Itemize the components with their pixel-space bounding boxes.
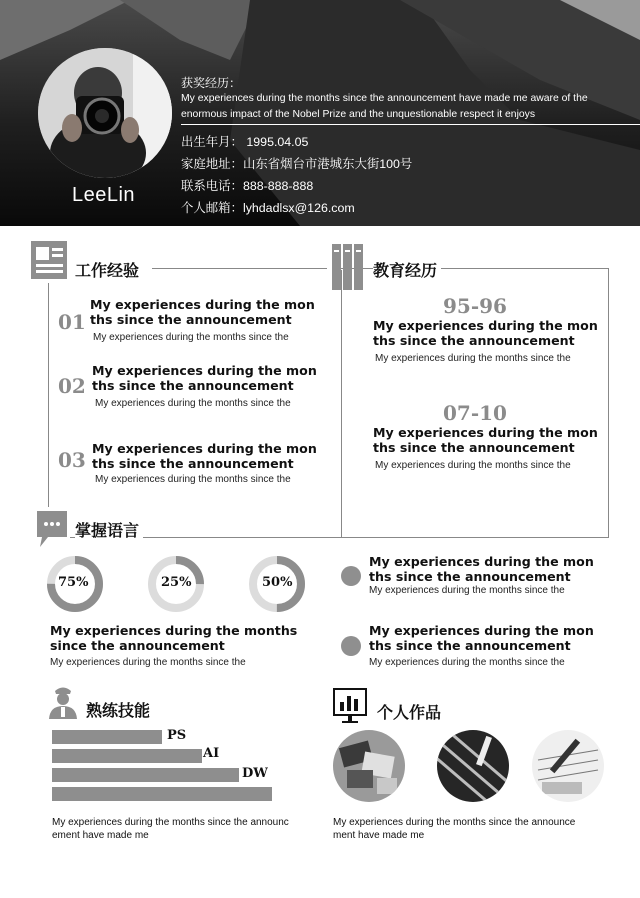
language-ring [46, 555, 104, 617]
person-badge-icon [48, 684, 78, 720]
birth-date: 出生年月： 1995.04.05 [181, 135, 309, 149]
award-text: My experiences during the months since the announcement have made me aware of the enormous impact of the Nobel Prize and the unquestionable respect it enjoys [181, 93, 588, 120]
work-section-title: 工作经验 [75, 261, 140, 280]
email-address: 个人邮箱：lyhdadlsx@126.com [181, 201, 355, 215]
portfolio-thumbnail[interactable] [437, 730, 509, 802]
item-desc: My experiences during the months since the [95, 474, 291, 485]
center-divider [341, 270, 342, 538]
resume-card-icon [30, 240, 68, 280]
work-header-rule [152, 268, 327, 269]
education-section-title: 教育经历 [373, 258, 441, 281]
item-desc: My experiences during the months since the [369, 657, 565, 668]
item-desc: My experiences during the months since the [369, 585, 565, 596]
item-title: My experiences during the months since the announcement [369, 554, 594, 584]
skills-note: My experiences during the months since the announcement have made me [52, 817, 289, 841]
skill-bar [52, 768, 239, 782]
language-ring [248, 555, 306, 617]
item-desc: My experiences during the months since the [375, 460, 571, 471]
books-icon [331, 242, 367, 292]
item-desc: My experiences during the months since the [95, 398, 291, 409]
work-left-rule [48, 283, 49, 507]
middle-rule [70, 537, 609, 538]
item-title: My experiences during the months since the announcement [369, 623, 594, 653]
education-year: 07-10 [443, 401, 507, 425]
item-number: 02 [58, 374, 86, 398]
education-year: 95-96 [443, 294, 507, 318]
item-title: My experiences during the months since the announcement [92, 363, 317, 393]
bullet-dot [341, 566, 361, 586]
phone-number: 联系电话：888-888-888 [181, 179, 314, 193]
item-desc: My experiences during the months since the [375, 353, 571, 364]
award-label: 获奖经历： [181, 76, 242, 90]
works-note: My experiences during the months since the announcement have made me [333, 817, 576, 841]
skill-bar [52, 787, 272, 801]
languages-section-title: 掌握语言 [75, 518, 143, 541]
education-right-rule [608, 268, 609, 538]
works-section-title: 个人作品 [377, 703, 442, 722]
portfolio-thumbnail[interactable] [333, 730, 405, 802]
item-title: My experiences during the months since the announcement [373, 318, 598, 348]
chat-bubble-icon [36, 510, 68, 548]
skill-bar [52, 749, 202, 763]
item-number: 01 [58, 310, 86, 334]
monitor-chart-icon [333, 688, 367, 724]
skill-bars [52, 728, 272, 804]
skill-label: DW [242, 766, 268, 781]
item-number: 03 [58, 448, 86, 472]
skill-bar [52, 730, 162, 744]
language-ring [147, 555, 205, 617]
avatar [38, 48, 172, 178]
candidate-name: LeeLin [72, 184, 136, 206]
bullet-dot [341, 636, 361, 656]
skills-section-title: 熟练技能 [86, 701, 151, 720]
languages-summary-desc: My experiences during the months since the [50, 657, 246, 668]
item-title: My experiences during the months since the announcement [90, 297, 315, 327]
languages-summary-title: My experiences during the months since the announcement [50, 623, 298, 653]
photographer-photo [38, 48, 172, 178]
header-divider [181, 124, 640, 125]
language-percent: 25% [161, 575, 192, 590]
home-address: 家庭地址：山东省烟台市港城东大街100号 [181, 157, 413, 171]
language-percent: 50% [262, 575, 293, 590]
skill-label: AI [203, 746, 220, 761]
portfolio-thumbnail[interactable] [532, 730, 604, 802]
item-title: My experiences during the months since the announcement [92, 441, 317, 471]
item-desc: My experiences during the months since the [93, 332, 289, 343]
skill-label: PS [167, 728, 187, 743]
item-title: My experiences during the months since the announcement [373, 425, 598, 455]
language-percent: 75% [58, 575, 89, 590]
